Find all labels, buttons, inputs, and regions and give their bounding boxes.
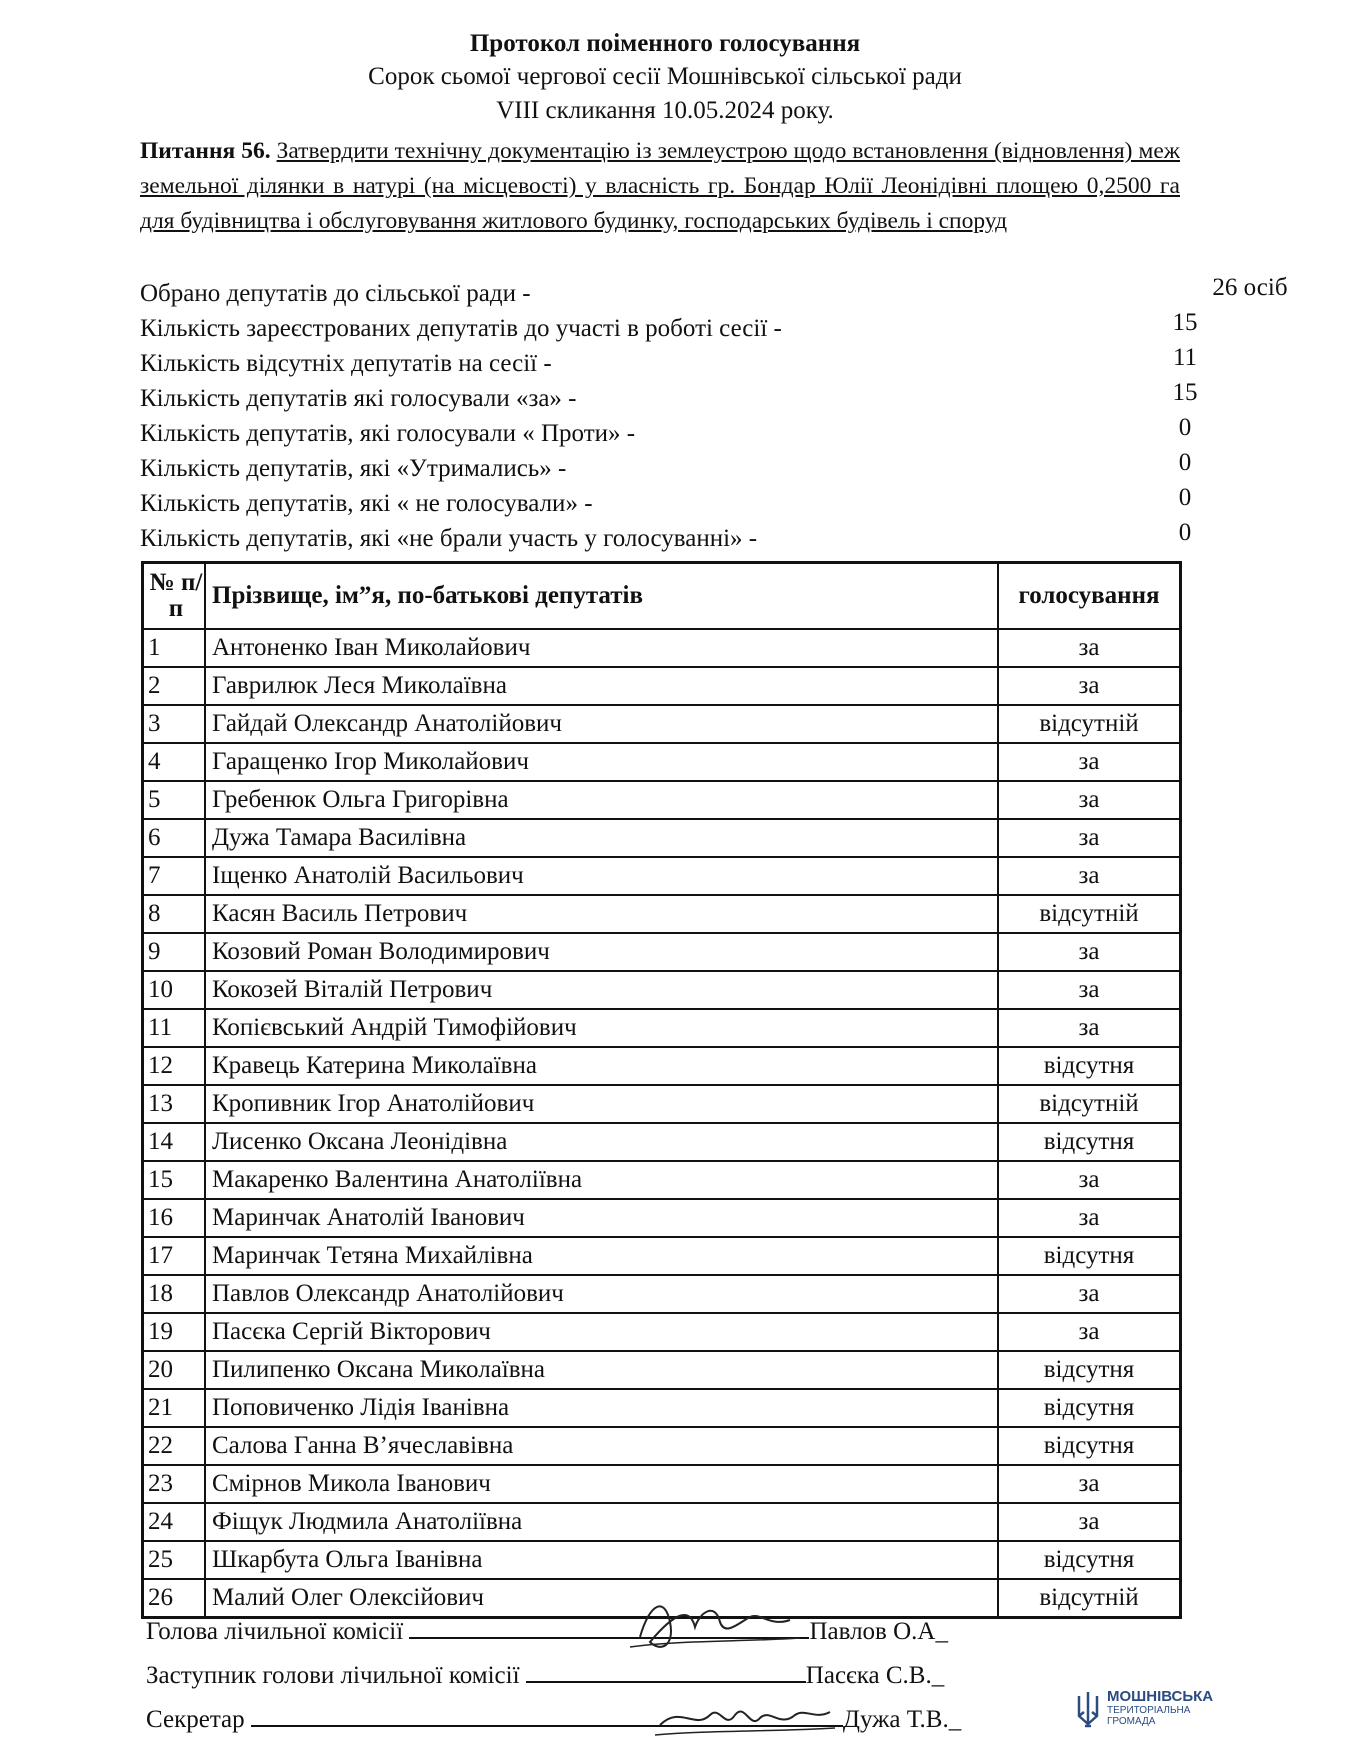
table-row [143, 1123, 1181, 1161]
stat-label: Кількість депутатів, які «Утримались» - [140, 455, 567, 482]
vote-result: за [998, 667, 1181, 705]
stat-row [140, 344, 1198, 381]
signature-row [146, 1610, 1046, 1654]
vote-result: за [998, 1503, 1181, 1541]
deputy-name: Козовий Роман Володимирович [205, 933, 998, 971]
stat-row [140, 449, 1192, 486]
row-number: 2 [143, 667, 206, 705]
stat-value: 26 осіб [1212, 274, 1288, 301]
vote-result: за [998, 1275, 1181, 1313]
header-number: № п/п [143, 563, 206, 630]
stat-label: Кількість депутатів, які «не брали участь у голосуванні» - [140, 525, 758, 552]
deputy-name: Пилипенко Оксана Миколаївна [205, 1351, 998, 1389]
signature-name: Павлов О.А_ [809, 1618, 948, 1645]
deputy-name: Кравець Катерина Миколаївна [205, 1047, 998, 1085]
logo-line2: ТЕРИТОРІАЛЬНА [1107, 1705, 1191, 1716]
vote-result: відсутня [998, 1351, 1181, 1389]
stat-label: Кількість депутатів які голосували «за» - [140, 385, 577, 412]
vote-result: відсутній [998, 1085, 1181, 1123]
deputy-name: Кропивник Ігор Анатолійович [205, 1085, 998, 1123]
deputy-name: Антоненко Іван Миколайович [205, 629, 998, 667]
row-number: 8 [143, 895, 206, 933]
table-row [143, 743, 1181, 781]
row-number: 6 [143, 819, 206, 857]
row-number: 22 [143, 1427, 206, 1465]
row-number: 3 [143, 705, 206, 743]
row-number: 24 [143, 1503, 206, 1541]
vote-result: за [998, 743, 1181, 781]
table-row [143, 705, 1181, 743]
deputy-name: Шкарбута Ольга Іванівна [205, 1541, 998, 1579]
table-row [143, 933, 1181, 971]
signature-row [146, 1698, 1046, 1742]
table-row [143, 971, 1181, 1009]
stat-label: Кількість депутатів, які « не голосували» - [140, 490, 593, 517]
row-number: 9 [143, 933, 206, 971]
row-number: 4 [143, 743, 206, 781]
deputy-name: Гаращенко Ігор Миколайович [205, 743, 998, 781]
stat-value: 0 [1178, 449, 1192, 476]
table-row [143, 1199, 1181, 1237]
deputy-name: Гайдай Олександр Анатолійович [205, 705, 998, 743]
table-row [143, 1275, 1181, 1313]
stat-value: 15 [1172, 379, 1198, 406]
row-number: 18 [143, 1275, 206, 1313]
row-number: 11 [143, 1009, 206, 1047]
handwritten-signature-2 [650, 1690, 840, 1745]
table-row [143, 1313, 1181, 1351]
roll-call-table [141, 561, 1182, 1619]
stat-label: Кількість депутатів, які голосували « Проти» - [140, 420, 636, 447]
row-number: 23 [143, 1465, 206, 1503]
row-number: 16 [143, 1199, 206, 1237]
table-row [143, 667, 1181, 705]
vote-result: за [998, 1199, 1181, 1237]
question-number: Питання 56. [140, 138, 271, 164]
header-name: Прізвище, ім”я, по-батькові депутатів [205, 563, 998, 630]
stat-row [140, 379, 1198, 416]
deputy-name: Кокозей Віталій Петрович [205, 971, 998, 1009]
stat-label: Обрано депутатів до сільської ради - [140, 280, 531, 307]
deputy-name: Касян Василь Петрович [205, 895, 998, 933]
vote-result: відсутня [998, 1427, 1181, 1465]
deputy-name: Салова Ганна В’ячеславівна [205, 1427, 998, 1465]
vote-result: за [998, 781, 1181, 819]
row-number: 1 [143, 629, 206, 667]
handwritten-signature-1 [620, 1592, 810, 1662]
convocation-date: VIII скликання 10.05.2024 року. [496, 97, 834, 124]
table-row [143, 1465, 1181, 1503]
vote-result: відсутня [998, 1541, 1181, 1579]
stat-value: 0 [1178, 519, 1192, 546]
vote-result: відсутня [998, 1389, 1181, 1427]
logo-text [1107, 1688, 1213, 1727]
stat-row [140, 519, 1192, 556]
stat-label: Кількість відсутніх депутатів на сесії - [140, 350, 552, 377]
row-number: 7 [143, 857, 206, 895]
table-row [143, 895, 1181, 933]
deputy-name: Дужа Тамара Василівна [205, 819, 998, 857]
stat-value: 15 [1172, 309, 1198, 336]
table-row [143, 781, 1181, 819]
vote-result: відсутній [998, 895, 1181, 933]
stat-label: Кількість зареєстрованих депутатів до участі в роботі сесії - [140, 315, 782, 342]
vote-result: за [998, 1009, 1181, 1047]
deputy-name: Маринчак Анатолій Іванович [205, 1199, 998, 1237]
table-row [143, 1009, 1181, 1047]
deputy-name: Гаврилюк Леся Миколаївна [205, 667, 998, 705]
row-number: 21 [143, 1389, 206, 1427]
header-vote: голосування [998, 563, 1181, 630]
deputy-name: Копієвський Андрій Тимофійович [205, 1009, 998, 1047]
logo-line1: МОШНІВСЬКА [1107, 1688, 1214, 1705]
vote-result: відсутня [998, 1123, 1181, 1161]
table-row [143, 1389, 1181, 1427]
deputy-name: Макаренко Валентина Анатоліївна [205, 1161, 998, 1199]
deputy-name: Лисенко Оксана Леонідівна [205, 1123, 998, 1161]
stat-row [140, 274, 1288, 311]
table-row [143, 857, 1181, 895]
table-row [143, 1237, 1181, 1275]
vote-result: відсутній [998, 1579, 1181, 1618]
vote-result: за [998, 1161, 1181, 1199]
deputy-name: Іщенко Анатолій Васильович [205, 857, 998, 895]
stat-value: 0 [1178, 414, 1192, 441]
logo-line3: ГРОМАДА [1107, 1716, 1156, 1727]
signature-name: Дужа Т.В._ [842, 1706, 962, 1733]
vote-result: за [998, 1465, 1181, 1503]
deputy-name: Павлов Олександр Анатолійович [205, 1275, 998, 1313]
signature-block [146, 1610, 1046, 1742]
table-row [143, 819, 1181, 857]
deputy-name: Фіщук Людмила Анатоліївна [205, 1503, 998, 1541]
stat-row [140, 414, 1192, 451]
table-row [143, 1503, 1181, 1541]
signature-role: Голова лічильної комісії [146, 1618, 404, 1645]
table-row [143, 1085, 1181, 1123]
vote-result: за [998, 933, 1181, 971]
stat-value: 11 [1172, 344, 1198, 371]
deputy-name: Пасєка Сергій Вікторович [205, 1313, 998, 1351]
stat-value: 0 [1178, 484, 1192, 511]
deputy-name: Маринчак Тетяна Михайлівна [205, 1237, 998, 1275]
row-number: 14 [143, 1123, 206, 1161]
row-number: 13 [143, 1085, 206, 1123]
session-subtitle: Сорок сьомої чергової сесії Мошнівської сільської ради [368, 63, 962, 90]
vote-result: за [998, 971, 1181, 1009]
vote-statistics [140, 274, 1288, 556]
vote-result: відсутній [998, 705, 1181, 743]
row-number: 12 [143, 1047, 206, 1085]
deputy-name: Малий Олег Олексійович [205, 1579, 998, 1618]
table-row [143, 1161, 1181, 1199]
row-number: 19 [143, 1313, 206, 1351]
stat-row [140, 309, 1198, 346]
deputy-name: Смірнов Микола Іванович [205, 1465, 998, 1503]
row-number: 25 [143, 1541, 206, 1579]
trident-icon [1075, 1690, 1101, 1730]
question-text: Затвердити технічну документацію із землеустрою щодо встановлення (відновлення) меж земельної ділянки в натурі (на місцевості) у власність гр. Бондар Юлії Леонідівні площею 0,2500 га для будівництва і обслуговування житлового будинку, господарських будівель і споруд [140, 138, 1181, 234]
signature-name: Пасєка С.В._ [805, 1662, 945, 1689]
vote-result: за [998, 819, 1181, 857]
community-logo [1073, 1686, 1233, 1746]
row-number: 15 [143, 1161, 206, 1199]
signature-role: Секретар [146, 1706, 245, 1733]
question-block [140, 134, 1180, 239]
table-row [143, 629, 1181, 667]
table-header-row [143, 563, 1181, 630]
table-row [143, 1427, 1181, 1465]
vote-result: за [998, 1313, 1181, 1351]
vote-result: за [998, 629, 1181, 667]
title-block [140, 28, 1190, 128]
vote-result: відсутня [998, 1237, 1181, 1275]
row-number: 10 [143, 971, 206, 1009]
vote-result: відсутня [998, 1047, 1181, 1085]
row-number: 26 [143, 1579, 206, 1618]
table-row [143, 1541, 1181, 1579]
signature-row [146, 1654, 1046, 1698]
stat-row [140, 484, 1192, 521]
deputy-name: Гребенюк Ольга Григорівна [205, 781, 998, 819]
document-title: Протокол поіменного голосування [469, 30, 861, 57]
row-number: 20 [143, 1351, 206, 1389]
row-number: 5 [143, 781, 206, 819]
signature-role: Заступник голови лічильної комісії [146, 1662, 520, 1689]
vote-result: за [998, 857, 1181, 895]
deputy-name: Поповиченко Лідія Іванівна [205, 1389, 998, 1427]
table-row [143, 1047, 1181, 1085]
table-row [143, 1351, 1181, 1389]
row-number: 17 [143, 1237, 206, 1275]
